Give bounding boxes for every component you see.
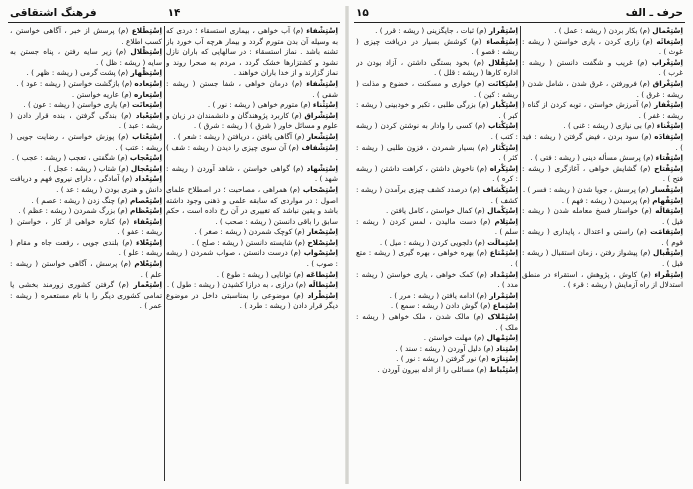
dictionary-entry — [10, 196, 162, 207]
dictionary-entry — [522, 206, 683, 227]
entry-definition: (م) بلندی جویی ، رفعت جاه و مقام ( ریشه : علو ) . — [10, 237, 162, 258]
entry-definition: (م) بندگی گرفتن ، بنده قرار دادن ( ریشه : عبد ) . — [10, 110, 162, 131]
entry-definition: (م) بی نیازی ( ریشه : غنی ) . — [563, 121, 655, 131]
dictionary-entry — [522, 196, 683, 207]
entry-headword: اِسْتِعْداد — [134, 174, 162, 184]
left-page-number: ۱۴ — [167, 7, 181, 19]
entry-headword: اِسْتِعْمار — [133, 280, 162, 290]
entry-headword: اِسْتِثْناء — [312, 100, 338, 110]
dictionary-entry — [10, 132, 162, 153]
dictionary-entry — [166, 270, 338, 281]
entry-definition: (م) پیشواز رفتن ، زمان استقبال ( ریشه : قبل ) . — [522, 248, 683, 269]
entry-definition: (م) عاریه خواستن . — [71, 89, 132, 99]
dictionary-entry — [356, 164, 518, 185]
entry-definition: (م) درازی ، به درازا کشیدن ( ریشه : طول ) . — [166, 280, 306, 290]
entry-headword: اِسْتِطالَه — [308, 280, 338, 290]
dictionary-entry — [10, 47, 162, 68]
entry-headword: اِسْتِعْمال — [652, 26, 683, 35]
entry-headword: اِسْتِکْراه — [489, 163, 518, 173]
entry-definition: (م) شایسته دانستن ( ریشه : صلح ) . — [191, 237, 306, 247]
entry-headword: اِسْتِطاعَه — [306, 269, 338, 279]
dictionary-entry — [356, 26, 518, 37]
dictionary-entry — [356, 100, 518, 121]
entry-headword: اِسْتِلام — [494, 216, 518, 226]
left-page-right-column — [166, 26, 338, 484]
entry-headword: اِسْتِصْواب — [303, 248, 338, 258]
entry-definition: (م) ادامه یافتن ( ریشه : مرر ) . — [389, 290, 487, 300]
dictionary-entry — [522, 79, 683, 100]
entry-headword: اِسْتِقامَت — [650, 227, 683, 237]
dictionary-entry — [356, 37, 518, 58]
entry-definition: (م) خواری و مسکنت ، خضوع و مذلت ( ریشه : کین ) . — [356, 78, 518, 99]
entry-headword: اِسْتِعاده — [134, 78, 162, 88]
entry-headword: اِسْتِنارَه — [491, 354, 518, 364]
entry-headword: اِسْتِشْعار — [306, 131, 338, 141]
dictionary-entry — [522, 100, 683, 121]
entry-definition: (م) کناره خواهی از کار ، خواستن ( ریشه : عفو ) . — [10, 216, 162, 237]
entry-headword: اِسْتِظْهار — [130, 68, 162, 78]
entry-definition: (م) غریب و شگفت دانستن ( ریشه : غرب ) . — [522, 57, 683, 78]
entry-headword: اِسْتِصْغار — [307, 227, 338, 237]
entry-definition: (م) ناخوش داشتن ، کراهت داشتن ( ریشه : کره ) . — [356, 163, 518, 184]
entry-definition: (م) پوزش خواستن ، رضایت جویی ( ریشه : عتب ) . — [10, 131, 162, 152]
entry-definition: (م) آن سوی چیزی را دیدن ( ریشه : شف ) . — [166, 142, 338, 163]
dictionary-entry — [166, 79, 338, 100]
entry-headword: اِسْتِمالَت — [487, 237, 518, 247]
entry-headword: اِسْتِعْلاء — [135, 237, 162, 247]
entry-headword: اِسْتِناد — [495, 343, 518, 353]
entry-headword: اِسْتِکْثار — [491, 142, 518, 152]
entry-definition: (م) کسی را وادار به نوشتن کردن ( ریشه : کتب ) . — [356, 121, 518, 141]
dictionary-entry — [522, 132, 683, 153]
dictionary-entry — [10, 111, 162, 132]
entry-headword: اِسْتِغْراق — [652, 78, 683, 88]
entry-headword: اِسْتِفْتاء — [655, 153, 683, 163]
dictionary-entry — [166, 227, 338, 238]
dictionary-entry — [166, 248, 338, 269]
dictionary-entry — [522, 164, 683, 185]
dictionary-entry — [356, 312, 518, 333]
entry-headword: اِسْتِقالَه — [655, 206, 683, 216]
entry-headword: اِسْتِشْفاف — [301, 142, 338, 152]
dictionary-entry — [356, 79, 518, 100]
dictionary-entry — [356, 238, 518, 249]
entry-definition: (م) همراهی ، مصاحبت ؛ در اصطلاح علمای اصول : در مواردی که سابقه علمی و ذهنی وجود داشته باشد و یقین نباشد که تغییری در آن رخ داده است ، حکم سابق را باقی دانستن ( ریشه : صحب ) . — [166, 184, 338, 226]
book-gutter — [345, 6, 349, 484]
dictionary-entry — [10, 217, 162, 238]
dictionary-entry — [166, 238, 338, 249]
entry-headword: اِسْتِغْناء — [656, 121, 683, 131]
entry-definition: (م) کاربرد پژوهندگان و دانشمندان در زبان و علوم و مسائل خاور ( شرق ) ( ریشه : شرق ) . — [166, 110, 338, 131]
dictionary-entry — [356, 301, 518, 312]
entry-headword: اِسْتِفْهام — [652, 195, 683, 205]
right-page-column-rule — [520, 26, 521, 481]
dictionary-entry — [356, 143, 518, 164]
entry-headword: اِسْتِکْبار — [491, 100, 518, 110]
entry-headword: اِسْتِعْصام — [129, 195, 162, 205]
dictionary-entry — [356, 206, 518, 217]
entry-headword: اِسْتِصْحاب — [302, 184, 338, 194]
entry-definition: (م) پرسیدن ( ریشه : فهم ) . — [561, 195, 650, 205]
dictionary-entry — [10, 100, 162, 111]
entry-headword: اِسْتِنْباط — [489, 365, 518, 374]
left-page-left-column — [10, 26, 162, 484]
entry-definition: (م) کاوش ، پژوهش ، استقراء در منطق استدلال از راه آزمایش ( ریشه : قرء ) . — [522, 269, 683, 290]
dictionary-entry — [166, 185, 338, 227]
entry-definition: (م) پرسش مسأله دینی ( ریشه : فتی ) . — [530, 153, 654, 163]
dictionary-entry — [356, 354, 518, 365]
entry-headword: اِسْتِعْجاب — [129, 153, 162, 163]
dictionary-entry — [356, 291, 518, 302]
entry-definition: (م) آگاهی یافتن ، دریافتن ( ریشه : شعر ) . — [173, 131, 305, 141]
entry-headword: اِسْتِغْفار — [654, 100, 683, 110]
entry-headword: اِسْتِقْبال — [653, 248, 683, 258]
entry-headword: اِسْتِغاثَه — [656, 36, 683, 46]
entry-headword: اِسْتِطْلاع — [131, 26, 162, 35]
dictionary-entry — [356, 333, 518, 344]
entry-headword: اِسْتِعْلام — [134, 259, 162, 269]
dictionary-entry — [10, 79, 162, 90]
dictionary-entry — [522, 270, 683, 291]
entry-headword: اِسْتِعْفاء — [133, 216, 162, 226]
dictionary-entry — [166, 143, 338, 164]
entry-definition: (م) بهره خواهی ، بهره گیری ( ریشه : متع ) . — [356, 248, 518, 269]
dictionary-entry — [166, 26, 338, 79]
entry-definition: (م) آب خواهی ، بیماری استسقاء ؛ دردی که به وسیله آن بدن متورم گردد و بیمار هرچه آب خورد باز تشنه باشد . نماز استسقاء : در سالهایی که باران نازل نشود و کشتزارها خشک گردد ، مردم به صحرا روند و نماز گزارند و از خدا باران خواهند . — [166, 26, 338, 78]
entry-headword: اِسْتِعْباد — [135, 110, 162, 120]
entry-headword: اِسْتِمْرار — [489, 290, 518, 300]
entry-headword: اِسْتِعْتاب — [132, 131, 162, 141]
dictionary-entry — [10, 164, 162, 175]
entry-definition: (م) بکار بردن ( ریشه : عمل ) . — [554, 26, 650, 35]
entry-definition: (م) مهلت خواستن . — [423, 333, 485, 343]
right-page-header — [354, 6, 685, 23]
dictionary-entry — [522, 121, 683, 132]
entry-headword: اِسْتِشْفاء — [306, 26, 338, 35]
entry-definition: (م) دلیل آوردن ( ریشه : سند ) . — [395, 343, 494, 353]
entry-definition: (م) بازگشت خواستن ( ریشه : عود ) . — [16, 78, 133, 88]
entry-definition: (م) گواهی خواستن ، شاهد آوردن ( ریشه : شهد ) . — [166, 163, 338, 184]
dictionary-entry — [10, 238, 162, 259]
left-page — [8, 0, 340, 489]
entry-headword: اِسْتِقْصاء — [486, 36, 518, 46]
dictionary-entry — [10, 174, 162, 195]
entry-definition: (م) پرسش ، جویا شدن ( ریشه : فسر ) . — [522, 184, 649, 194]
entry-headword: اِسْتِصْلاح — [307, 237, 338, 247]
entry-definition: (م) توانایی ( ریشه : طوع ) . — [216, 269, 304, 279]
dictionary-entry — [356, 217, 518, 238]
entry-headword: اِسْتِفادَه — [654, 131, 683, 141]
entry-definition: (م) بزرگ شمردن ( ریشه : عظم ) . — [18, 206, 128, 216]
entry-definition: (م) مالک شدن ، ملک خواهی ( ریشه : ملک ) . — [356, 312, 518, 332]
right-page-running-title: حرف ـ الف — [625, 7, 683, 19]
entry-definition: (م) شگفتی ، تعجب ( ریشه : عجب ) . — [11, 153, 128, 163]
entry-headword: اِسْتِعْجال — [130, 163, 162, 173]
dictionary-entry — [356, 344, 518, 355]
entry-headword: اِسْتِفْسار — [650, 184, 683, 194]
entry-definition: (م) کوچک شمردن ( ریشه : صغر ) . — [194, 227, 305, 237]
dictionary-entry — [356, 248, 518, 269]
entry-headword: اِسْتِفْتاح — [654, 163, 683, 173]
dictionary-entry — [10, 280, 162, 312]
entry-definition: (م) شتاب ( ریشه : عجل ) . — [43, 163, 129, 173]
right-page — [354, 0, 685, 489]
dictionary-entry — [166, 291, 338, 312]
entry-definition: (م) چنگ زدن ( ریشه : عصم ) . — [31, 195, 128, 205]
dictionary-entry — [10, 259, 162, 280]
entry-headword: اِسْتِظْلال — [130, 47, 162, 57]
entry-headword: اِسْتِکْتاب — [488, 121, 518, 131]
entry-definition: (م) فرورفتن ، غرق شدن ، شامل شدن ( ریشه : غرق ) . — [522, 78, 683, 99]
entry-definition: (م) بسیار شمردن ، فزون طلبی ( ریشه : کثر ) . — [356, 142, 518, 163]
entry-definition: (م) پرسش از خبر ، آگاهی خواستن ، کسب اطلاع . — [10, 26, 162, 46]
dictionary-entry — [522, 26, 683, 37]
entry-definition: (م) زیر سایه رفتن ، پناه جستن به سایه ( ریشه : ظل ) . — [10, 47, 162, 67]
right-page-left-column — [356, 26, 518, 484]
right-page-number: ۱۵ — [356, 7, 369, 19]
dictionary-entry — [166, 100, 338, 111]
dictionary-entry — [356, 270, 518, 291]
entry-headword: اِسْتِکْمال — [487, 206, 518, 216]
dictionary-entry — [522, 185, 683, 196]
entry-headword: اِسْتِعانَت — [132, 100, 162, 110]
entry-headword: اِسْتِمْداد — [489, 269, 518, 279]
entry-headword: اِسْتِشْفاء — [306, 78, 338, 88]
dictionary-entry — [522, 227, 683, 248]
dictionary-entry — [356, 121, 518, 142]
dictionary-entry — [10, 68, 162, 79]
entry-definition: (م) کمال خواستن ، کامل یافتن . — [385, 206, 485, 216]
dictionary-entry — [166, 132, 338, 143]
entry-headword: اِسْتِقْلال — [488, 57, 518, 67]
entry-definition: (م) گوش دادن ( ریشه : سمع ) . — [390, 301, 491, 311]
entry-headword: اِسْتِکانَت — [487, 78, 518, 88]
dictionary-entry — [10, 206, 162, 217]
entry-headword: اِسْتِمْتاع — [489, 248, 518, 258]
entry-headword: اِسْتِعاره — [133, 89, 162, 99]
dictionary-entry — [356, 365, 518, 376]
entry-definition: (م) دست مالیدن ، لمس کردن ( ریشه : سلم ) . — [356, 216, 518, 237]
dictionary-entry — [166, 111, 338, 132]
entry-headword: اِسْتِماع — [492, 301, 518, 311]
dictionary-entry — [522, 37, 683, 58]
left-page-running-title: فرهنگ اشتقاقی — [10, 7, 97, 19]
entry-definition: (م) پشت گرمی ( ریشه : ظهر ) . — [26, 68, 129, 78]
entry-definition: (م) یاری خواستن ( ریشه : عون ) . — [23, 100, 130, 110]
entry-definition: (م) نور گرفتن ( ریشه : نور ) . — [396, 354, 489, 364]
entry-headword: اِسْتِغْراب — [651, 57, 683, 67]
entry-headword: اِسْتِقْراء — [654, 269, 683, 279]
entry-definition: (م) پرسش ، آگاهی خواستن ( ریشه : علم ) . — [10, 259, 162, 279]
entry-headword: اِسْتِشْهاد — [306, 163, 338, 173]
entry-definition: (م) آمادگی ، دارای نیروی فهم و دریافت دانش و هنری بودن ( ریشه : عد ) . — [10, 174, 162, 194]
dictionary-entry — [166, 280, 338, 291]
dictionary-entry — [356, 58, 518, 79]
entry-headword: اِسْتِقْرار — [488, 26, 518, 35]
entry-definition: (م) زاری کردن ، یاری خواستن ( ریشه : غوث ) . — [522, 36, 683, 57]
dictionary-entry — [166, 164, 338, 185]
entry-headword: اِسْتِمْهال — [486, 333, 518, 343]
entry-definition: (م) درست دانستن ، صواب شمردن ( ریشه : صوب ) . — [166, 248, 338, 269]
entry-definition: (م) کوشش بسیار در دریافت چیزی ( ریشه : قصو ) . — [356, 36, 518, 57]
entry-definition: (م) راستی و اعتدال ، پایداری ( ریشه : قوم ) . — [522, 227, 683, 247]
dictionary-entry — [522, 153, 683, 164]
entry-definition: (م) آمرزش خواستن ، توبه کردن از گناه ( ریشه : غفر ) . — [522, 100, 683, 120]
dictionary-entry — [522, 58, 683, 79]
dictionary-entry — [10, 90, 162, 101]
entry-definition: (م) گرفتن کشوری زورمند بخشی یا تمامی کشوری دیگر را با نام مستعمره ( ریشه : عمر ) . — [10, 280, 162, 311]
entry-headword: اِسْتِکْشاف — [482, 184, 518, 194]
dictionary-entry — [522, 248, 683, 269]
entry-definition: (م) متورم خواهی ( ریشه : نور ) . — [207, 100, 311, 110]
left-page-column-rule — [164, 26, 165, 481]
entry-headword: اِسْتِطْراد — [307, 290, 338, 300]
entry-definition: (م) موضوعی را بمناسبتی داخل در موضوع دیگر قرار دادن ( ریشه : طرد ) . — [166, 290, 338, 311]
entry-definition: (م) گشایش خواهی ، آغازگری ( ریشه : فتح ) . — [522, 163, 683, 184]
entry-definition: (م) بخود بستگی داشتن ، آزاد بودن در اداره کارها ( ریشه : قلل ) . — [356, 57, 518, 78]
dictionary-entry — [356, 185, 518, 206]
entry-definition: (م) بزرگی طلبی ، تکبر و خودبینی ( ریشه : کبر ) . — [356, 100, 518, 120]
entry-headword: اِسْتِشْراق — [304, 110, 338, 120]
entry-definition: (م) سود بردن ، فیض گرفتن ( ریشه : فید ) . — [522, 131, 683, 152]
entry-definition: (م) کمک خواهی ، یاری خواستن ( ریشه : مدد ) . — [356, 269, 518, 290]
left-page-header — [8, 6, 340, 23]
entry-definition: (م) خواستار فسخ معامله شدن ( ریشه : قیل ) . — [522, 206, 683, 226]
entry-definition: (م) دلجویی کردن ( ریشه : میل ) . — [379, 237, 485, 247]
entry-headword: اِسْتِمْلاک — [487, 312, 518, 322]
dictionary-entry — [10, 153, 162, 164]
entry-definition: (م) ثبات ، جایگزینی ( ریشه : قرر ) . — [375, 26, 487, 35]
entry-definition: (م) درمان خواهی ، شفا جستن ( ریشه : شفی ) . — [166, 78, 338, 99]
right-page-right-column — [522, 26, 683, 484]
entry-definition: (م) مسائلی را از ادله بیرون آوردن . — [377, 365, 487, 374]
entry-definition: (م) درصدد کشف چیزی برآمدن ( ریشه : کشف ) . — [356, 184, 518, 205]
dictionary-entry — [10, 26, 162, 47]
entry-headword: اِسْتِعْظام — [130, 206, 162, 216]
